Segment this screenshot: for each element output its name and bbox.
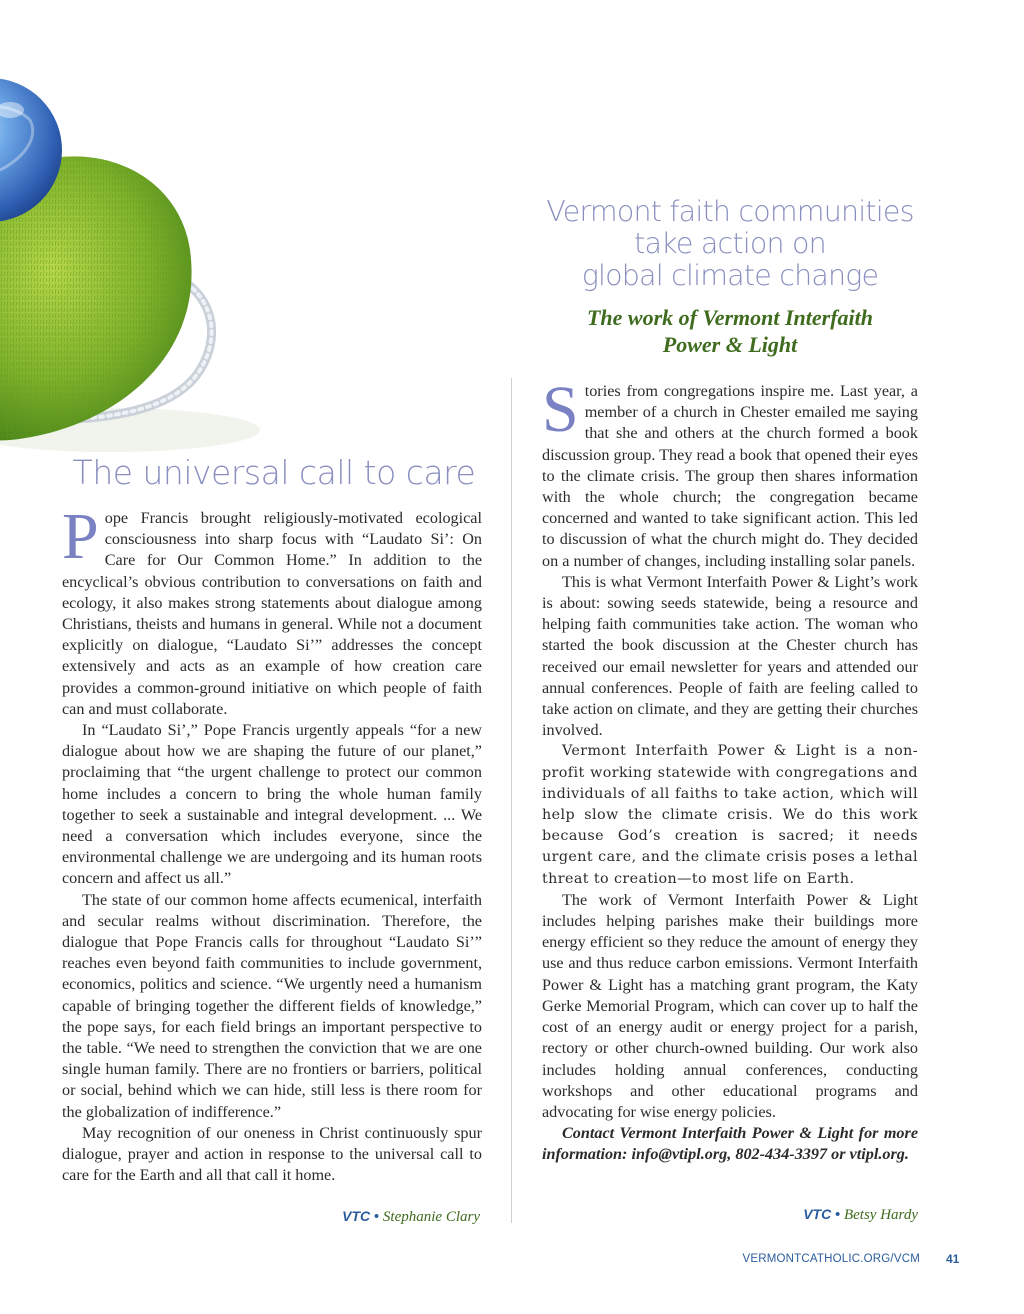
byline-author: Betsy Hardy xyxy=(843,1207,918,1223)
footer-url: VERMONTCATHOLIC.ORG/VCM xyxy=(742,1253,920,1265)
left-article-body xyxy=(62,500,482,1187)
byline-separator: • xyxy=(834,1207,841,1223)
byline-org: VTC xyxy=(342,1208,371,1224)
contact-info: Contact Vermont Interfaith Power & Light for more information: info@vtipl.org, 802-434-3397 or vtipl.org. xyxy=(542,1124,918,1164)
right-title-line-2: take action on xyxy=(634,227,826,260)
right-subtitle-line-1: The work of Vermont Interfaith xyxy=(586,305,874,330)
right-paragraph-4: The work of Vermont Interfaith Power & Light includes helping parishes make their buildings more energy efficient so they reduce the amount of energy they use and thus reduce carbon emissions. Vermont Interfaith Power & Light has a matching grant program, the Katy Gerke Memorial Program, which can cover up to half the cost of an energy audit or energy project for a parish, rectory or other church-owned building. Our work also includes holding annual conferences, conducting workshops and other educational programs and advocating for wise energy policies. xyxy=(542,890,918,1121)
left-dropcap: P xyxy=(62,500,99,573)
right-title-line-1: Vermont faith communities xyxy=(546,195,914,228)
right-title-line-3: global climate change xyxy=(581,259,879,292)
column-divider xyxy=(511,378,512,1223)
left-paragraph-3: The state of our common home affects ecumenical, interfaith and secular realms without discrimination. Therefore, the dialogue that Pope Francis calls for throughout “Laudato Si’” reaches even beyond faith communities to include government, economics, politics and science. “We urgently need a humanism capable of bringing together the different fields of knowledge,” the pope says, for each field brings an important perspective to the table. “We need to strengthen the conviction that we are one single human family. There are no frontiers or barriers, political or social, behind which we can hide, still less is there room for the globalization of indifference.” xyxy=(62,890,482,1121)
byline-author: Stephanie Clary xyxy=(382,1209,480,1225)
left-paragraph-1-text: ope Francis brought religiously-motivated ecological consciousness into sharp focus with “Laudato Si’: On Care for Our Common Home.” In addition to the encyclical’s obvious contribution to conversations on faith and ecology, it also makes strong statements about dialogue among Christians, theists and humans in general. While not a document explicitly on dialogue, “Laudato Si’” addresses the concept extensively and acts as an example of how creation care provides a common-ground initiative on which people of faith can and must collaborate. xyxy=(62,509,482,718)
left-article-title: The universal call to care xyxy=(72,453,476,492)
right-subtitle-line-2: Power & Light xyxy=(662,332,798,357)
right-article-body xyxy=(542,373,918,1166)
right-dropcap: S xyxy=(542,373,579,446)
byline-org: VTC xyxy=(803,1206,832,1222)
right-article-byline xyxy=(542,1206,918,1224)
left-paragraph-1 xyxy=(62,500,482,720)
globe-on-grass-icon xyxy=(0,0,330,470)
left-paragraph-2: In “Laudato Si’,” Pope Francis urgently appeals “for a new dialogue about how we are shaping the future of our planet,” proclaiming that “the urgent challenge to protect our common home includes a concern to bring the whole human family together to seek a sustainable and integral development. ... We need a conversation which includes everyone, since the environmental challenge we are undergoing and its human roots concern and affect us all.” xyxy=(62,721,482,888)
page-number: 41 xyxy=(946,1252,960,1266)
right-paragraph-1-text: tories from congregations inspire me. Last year, a member of a church in Chester emailed me saying that she and others at the church formed a book discussion group. They read a book that opened their eyes to the climate crisis. The group then shares information with the whole church; the congregation became concerned and wanted to take significant action. This led to discussion of what the church might do. They decided on a number of changes, including installing solar panels. xyxy=(542,382,918,570)
right-article-title xyxy=(520,196,940,292)
right-paragraph-2: This is what Vermont Interfaith Power & Light’s work is about: sowing seeds statewide, being a resource and helping faith communities take action. The woman who started the book discussion at the Chester church has received our email newsletter for years and attended our annual conferences. People of faith are feeling called to take action on climate, and they are getting their churches involved. xyxy=(542,572,918,740)
left-article-byline xyxy=(62,1208,480,1226)
right-paragraph-1 xyxy=(542,373,918,572)
right-article-subtitle xyxy=(520,304,940,358)
left-paragraph-4: May recognition of our oneness in Christ continuously spur dialogue, prayer and action in response to the universal call to care for the Earth and all that call it home. xyxy=(62,1123,482,1185)
byline-separator: • xyxy=(373,1209,380,1225)
right-paragraph-3: Vermont Interfaith Power & Light is a non-profit working statewide with congregations and individuals of all faiths to take action, which will help slow the climate crisis. We do this work because God’s creation is sacred; it needs urgent care, and the climate crisis poses a lethal threat to creation—to most life on Earth. xyxy=(542,743,918,887)
